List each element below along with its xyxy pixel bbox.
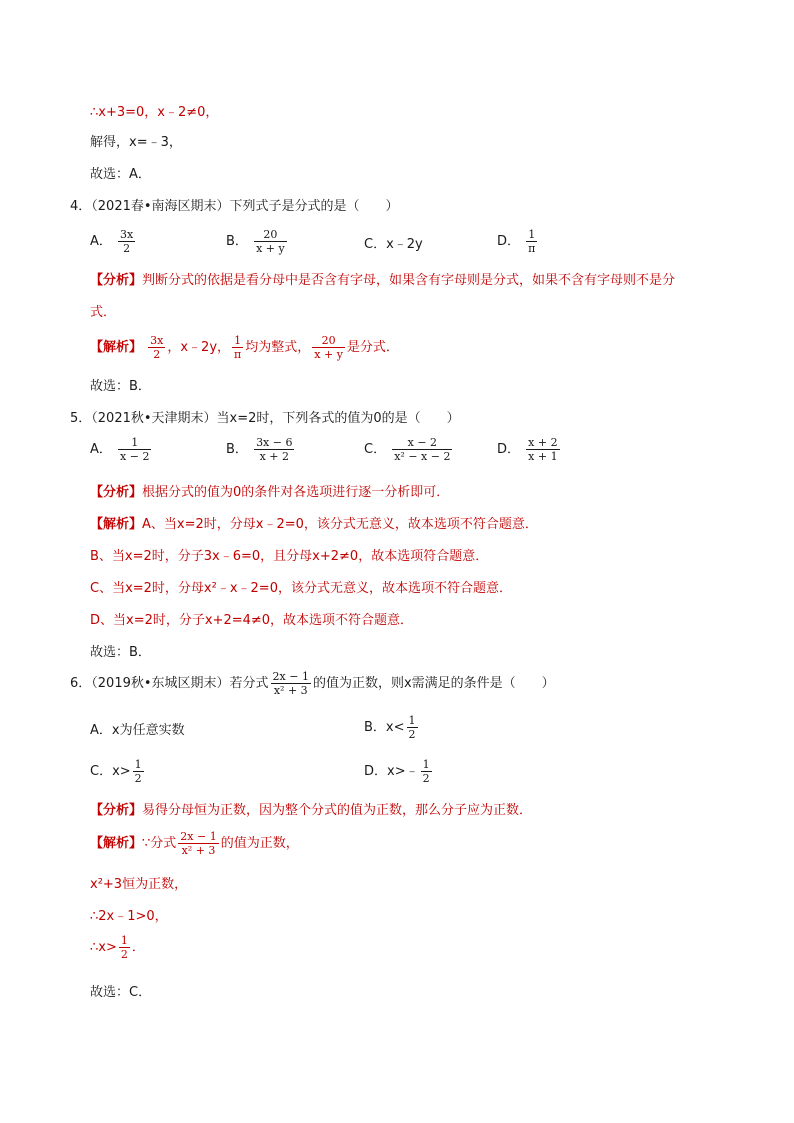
denominator: x² + 3 <box>181 844 216 857</box>
analysis-text: 判断分式的依据是看分母中是否含有字母，如果含有字母则是分式，如果不含有字母则不是分 <box>142 273 676 288</box>
option-label: C． <box>364 442 387 457</box>
option-label: B．x< <box>364 720 405 735</box>
stem-text: 的值为正数，则x需满足的条件是（ ） <box>312 676 555 691</box>
q6-option-a: A．x为任意实数 <box>90 723 185 738</box>
solution-tag: 【解析】 <box>90 340 143 355</box>
fraction <box>271 670 311 697</box>
answer-line: 故选：A． <box>90 167 151 182</box>
denominator: 2 <box>408 728 416 741</box>
numerator: 20 <box>312 334 345 348</box>
q6-answer: 故选：C． <box>90 985 152 1000</box>
numerator: 2x − 1 <box>272 670 309 683</box>
numerator: 1 <box>526 228 537 242</box>
fraction <box>421 758 432 785</box>
q6-option-c <box>90 758 146 785</box>
stem-text: 6．（2019秋•东城区期末）若分式 <box>70 676 269 691</box>
numerator: 1 <box>120 934 128 947</box>
fraction <box>254 228 287 255</box>
solution-text: 的值为正数， <box>220 836 299 851</box>
analysis-tag: 【分析】 <box>90 803 143 818</box>
solution-text: ，x﹣2y， <box>167 340 231 355</box>
q4-analysis <box>90 272 675 290</box>
option-label: A． <box>90 442 112 457</box>
q5-option-b <box>226 436 296 463</box>
numerator: 3x − 6 <box>256 436 293 449</box>
option-label: D． <box>497 442 521 457</box>
denominator: 2 <box>153 348 161 361</box>
numerator: 1 <box>134 758 142 771</box>
q6-solution-line2: x²+3恒为正数， <box>90 877 188 892</box>
denominator: 2 <box>422 772 430 785</box>
solution-text: ∴x> <box>90 940 117 955</box>
fraction <box>232 334 243 361</box>
numerator: 1 <box>118 436 151 450</box>
q4-option-c <box>364 236 423 254</box>
solution-line: 解得，x=﹣3， <box>90 135 182 150</box>
denominator: x² − x − 2 <box>394 450 451 463</box>
solution-text: ∵分式 <box>142 836 177 851</box>
fraction <box>392 436 452 463</box>
numerator: 1 <box>422 758 430 771</box>
option-label: A． <box>90 234 112 249</box>
q4-analysis-cont: 式． <box>90 305 117 320</box>
denominator: x² + 3 <box>273 684 308 697</box>
numerator: 2x − 1 <box>180 830 217 843</box>
option-label: D．x>﹣ <box>364 764 419 779</box>
solution-text: 是分式． <box>346 340 399 355</box>
q6-solution <box>90 830 299 857</box>
option-label: C．x> <box>90 764 131 779</box>
solution-text: A、当x=2时，分母x﹣2=0，该分式无意义，故本选项不符合题意． <box>142 517 538 532</box>
denominator: π <box>528 242 536 255</box>
analysis-text: 易得分母恒为正数，因为整个分式的值为正数，那么分子应为正数． <box>142 803 533 818</box>
q5-solution-a <box>90 516 538 534</box>
denominator: 2 <box>120 948 128 961</box>
fraction <box>118 436 151 463</box>
option-label: D． <box>497 234 521 249</box>
denominator: π <box>234 348 242 361</box>
numerator: 1 <box>408 714 416 727</box>
fraction <box>119 934 130 961</box>
fraction <box>118 228 135 255</box>
analysis-text: 根据分式的值为0的条件对各选项进行逐一分析即可． <box>142 485 450 500</box>
q4-option-b <box>226 228 289 255</box>
q5-answer: 故选：B． <box>90 645 151 660</box>
q6-option-b <box>364 714 420 741</box>
numerator: x − 2 <box>392 436 452 450</box>
numerator: 20 <box>254 228 287 242</box>
q5-solution-b: B、当x=2时，分子3x﹣6=0，且分母x+2≠0，故本选项符合题意． <box>90 549 489 564</box>
q4-answer: 故选：B． <box>90 379 151 394</box>
question-5-stem: 5．（2021秋•天津期末）当x=2时，下列各式的值为0的是（ ） <box>70 411 460 426</box>
q5-solution-c: C、当x=2时，分母x²﹣x﹣2=0，该分式无意义，故本选项不符合题意． <box>90 581 512 596</box>
fraction <box>254 436 294 463</box>
q5-analysis <box>90 484 449 502</box>
fraction <box>526 436 559 463</box>
option-label: B． <box>226 234 248 249</box>
q4-option-d <box>497 228 539 255</box>
solution-text: ． <box>131 940 145 955</box>
q5-option-c <box>364 436 454 463</box>
numerator: x + 2 <box>528 436 558 449</box>
denominator: x + 1 <box>528 450 558 463</box>
denominator: x + y <box>256 242 285 255</box>
fraction <box>526 228 537 255</box>
q6-solution-line4 <box>90 934 145 961</box>
denominator: 2 <box>123 242 131 255</box>
option-label: B． <box>226 442 248 457</box>
analysis-tag: 【分析】 <box>90 273 143 288</box>
numerator: 1 <box>232 334 243 348</box>
q5-option-a <box>90 436 153 463</box>
fraction <box>407 714 418 741</box>
fraction <box>148 334 165 361</box>
option-label: C． <box>364 237 387 252</box>
q5-option-d <box>497 436 562 463</box>
question-4-stem: 4．（2021春•南海区期末）下列式子是分式的是（ ） <box>70 199 399 214</box>
numerator: 3x <box>150 334 164 347</box>
q5-solution-d: D、当x=2时，分子x+2=4≠0，故本选项不符合题意． <box>90 613 414 628</box>
q6-analysis <box>90 802 532 820</box>
denominator: x + y <box>314 348 343 361</box>
denominator: 2 <box>134 772 142 785</box>
fraction <box>312 334 345 361</box>
solution-line: ∴x+3=0，x﹣2≠0， <box>90 105 219 120</box>
q4-solution <box>90 334 399 361</box>
q6-option-d <box>364 758 434 785</box>
solution-tag: 【解析】 <box>90 517 143 532</box>
solution-text: 均为整式， <box>245 340 311 355</box>
analysis-tag: 【分析】 <box>90 485 143 500</box>
option-text: x﹣2y <box>386 237 423 252</box>
q6-solution-line3: ∴2x﹣1>0， <box>90 909 168 924</box>
fraction <box>178 830 218 857</box>
question-6-stem <box>70 670 555 697</box>
solution-tag: 【解析】 <box>90 836 143 851</box>
denominator: x − 2 <box>120 450 150 463</box>
fraction <box>133 758 144 785</box>
numerator: 3x <box>120 228 134 241</box>
denominator: x + 2 <box>259 450 289 463</box>
q4-option-a <box>90 228 137 255</box>
